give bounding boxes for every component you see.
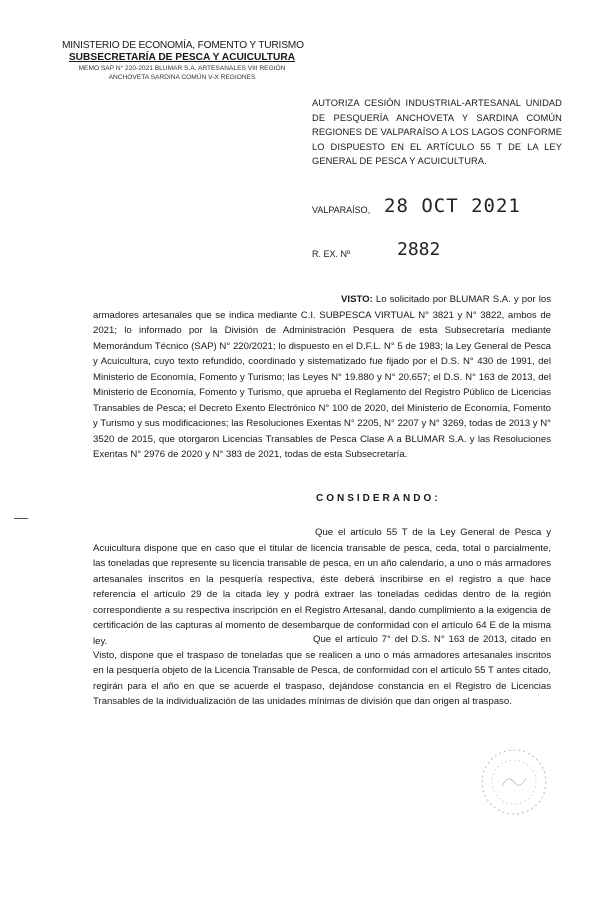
place-label: VALPARAÍSO, [312,205,371,215]
resolution-subject: AUTORIZA CESIÓN INDUSTRIAL-ARTESANAL UNIDAD DE PESQUERÍA ANCHOVETA Y SARDINA COMÚN REGIONES DE VALPARAÍSO A LOS LAGOS CONFORME LO DISPUESTO EN EL ARTÍCULO 55 T DE LA LEY GENERAL DE PESCA Y ACUICULTURA. [312,98,562,166]
ministry-name: MINISTERIO DE ECONOMÍA, FOMENTO Y TURISMO [62,40,304,51]
resolution-number-label: R. EX. Nº [312,249,351,259]
subsecretaria-name: SUBSECRETARÍA DE PESCA Y ACUICULTURA [68,52,296,63]
reference-line-1: MEMO SAP N° 220-2021 BLUMAR S.A. ARTESANALES VIII REGIÓN [78,65,286,72]
official-seal-icon [478,746,550,818]
considerando-text-1: Que el artículo 55 T de la Ley General de Pesca y Acuicultura dispone que en caso que el titular de licencia transable de pesca, ceda, total o parcialmente, las toneladas que represente su licencia transable de pesca, en un año calendario, a uno o más armadores artesanales inscritos en la pesquería respectiva, éste deberá inscribirse en el registro a que hace referencia el artículo 29 de la citada ley y podrá extraer las toneladas cedidas dentro de la región correspondiente a su respectiva inscripción en el Registro Artesanal, dando cumplimiento a la exigencia de certificación de las capturas al momento de desembarque de conformidad con el artículo 64 E de la misma ley. [93,527,551,647]
considerando-paragraph-1 [93,525,551,649]
visto-text: Lo solicitado por BLUMAR S.A. y por los armadores artesanales que se indica mediante C.I. SUBPESCA VIRTUAL N° 3821 y N° 3822, ambos de 2021; lo informado por la División de Administración Pesquera de esta Subsecretaría mediante Memorándum Técnico (SAP) N° 220/2021; lo dispuesto en el D.F.L. N° 5 de 1983; la Ley General de Pesca y Acuicultura, cuyo texto refundido, coordinado y sistematizado fue fijado por el D.S. N° 430 de 1991, del Ministerio de Economía, Fomento y Turismo; las Leyes N° 19.880 y N° 20.657; el D.S. N° 163 de 2013, del Ministerio de Economía, Fomento y Turismo, que aprueba el Reglamento del Registro Público de Licencias Transables de Pesca; el Decreto Exento Electrónico N° 100 de 2020, del Ministerio de Economía, Fomento y Turismo y sus modificaciones; las Resoluciones Exentas N° 2205, N° 2207 y N° 3269, todas de 2013 y N° 3520 de 2015, que otorgaron Licencias Transables de Pesca Clase A a BLUMAR S.A. y las Resoluciones Exentas N° 2976 de 2020 y N° 383 de 2021, todas de esta Subsecretaría. [93,294,551,461]
date-stamp: 28 OCT 2021 [384,195,521,217]
visto-paragraph [93,292,551,463]
resolution-number: 2882 [397,239,441,260]
considerando-text-2: Que el artículo 7° del D.S. N° 163 de 2013, citado en Visto, dispone que el traspaso de toneladas que se realicen a uno o más armadores artesanales inscritos en la pesquería objeto de la Licencia Transable de Pesca, de conformidad con el artículo 55 T antes citado, regirán para el año en que se acuerde el traspaso, dejándose constancia en el Registro de Licencias Transables de la individualización de las unidades mínimas de división que dan origen al traspaso. [93,634,551,708]
considerando-paragraph-2 [93,632,551,710]
reference-line-2: ANCHOVETA SARDINA COMÚN V-X REGIONES [108,74,256,81]
considerando-heading: CONSIDERANDO: [316,493,441,504]
margin-mark [14,518,28,519]
letterhead [62,40,302,81]
visto-label: VISTO: [341,294,373,305]
